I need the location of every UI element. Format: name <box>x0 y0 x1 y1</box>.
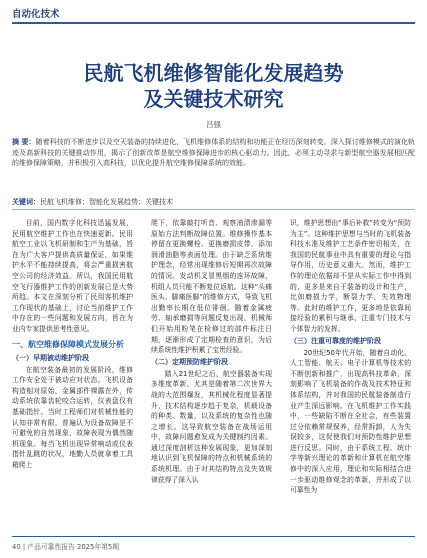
author-name: 吕强 <box>206 120 221 129</box>
subsection-heading-1: （一）早期被动维护阶段 <box>12 353 89 362</box>
article-title-line-2: 及关键技术研究 <box>143 87 284 111</box>
keywords-text: 民航飞机维修；智能化发展趋势；关键技术 <box>40 198 173 206</box>
keywords <box>12 197 415 207</box>
keywords-divider <box>12 209 415 210</box>
subsection-heading-3: （三）注重可靠度的维护阶段 <box>290 336 381 345</box>
body-column-2 <box>151 218 272 528</box>
article-title <box>0 60 427 112</box>
body-paragraph: 踏入21世纪之后，航空器装备实现多维度革新，尤其是随着第二次世界大战的大范围爆发，其机械化程度显著提升，技术结构逐步趋于复杂，机载设备的种类、数量，以及系统的复杂性也随之增长。这导致航空装备在战场运用中，故障问题愈发成为关键制约因素。通过深度剖析这种发展现象，更加深刻地认识到飞机保障的特点和机械系统的系统机理。由于对其结构特点及失效规律获得了深入认 <box>151 369 272 484</box>
abstract <box>12 137 415 196</box>
page-footer: 40 | 产品可靠性报告 2025年第5期 <box>12 543 120 551</box>
body-column-3 <box>290 218 411 528</box>
abstract-label: 摘 要： <box>12 138 36 146</box>
section-tag: 自动化技术 <box>12 9 60 20</box>
page-number: 40 <box>12 543 21 551</box>
body-paragraph: 在航空装备最初的发展阶段，维修工作安全处于被动应对状态。飞机设备构造相对原始，金属部件裸露在外，传动系统依靠齿轮咬合运转，仪表盘仅有基础指针。当时工程师们对机械性能的认知非常有限，普遍认为设备故障是不可避免的自然现象，故障表现为偶然随机现象。每当飞机出现异常响动或仪表指针乱跳的状况，地勤人员就拿着工具箱爬上 <box>12 365 133 469</box>
top-divider <box>12 22 415 24</box>
footer-divider <box>12 536 415 537</box>
body-paragraph: 20世纪50年代开始，随着自动化、人工智能、航天、电子计算机等技术的不断创新和推广，出现高科技革命，深刻影响了飞机装备的作战及技术特征和体系结构，并对我国的民航装备制造行业产生深远影响。在飞机维护工作实践中，一些缺陷不断在全社会，有些装置过分依赖常规保养，经常拆卸，人为失误较多，这促使我们对预防性维护思想进行反思。同时，由于系统工程、统计学等新兴理论的革新和计算机在航空维修中的深入应用，理论和实际相结合进一步驱动维修观念的革新，并形成了以可靠性为 <box>290 348 411 495</box>
subsection-heading-2: （二）定期预防维护阶段 <box>151 357 228 366</box>
keywords-label: 关键词： <box>12 198 40 206</box>
body-paragraph: 识，维护思想由“事后补救”转变为“预防为主”。这种维护思想与当时的飞机装备科技水准及维护工艺条件密切相关，在我国的民航事业中具有重要的理论与指导作用，历史意义重大。然而，维护工作的理论依据却不是从实际工作中得到的，更多是来自于装备的设计和生产，比如磨损力学，断裂力学，失效物理等。此时的维护工作，更多地是依靠间接经验的累积与继承，注重专门技术与个体智力的发挥。 <box>290 219 411 333</box>
publication-name: 产品可靠性报告 2025年第5期 <box>27 543 120 551</box>
abstract-text: 随着科技的不断进步以及空天装备的持续进化，飞机维修体系的结构和功能正在经历深刻转变。深入探讨维修模式的演化轨迹及高新科技的关键推动作用，揭示了创新改革是航空维修保障进步的核心驱动力。因此，必须主动寻求与新型航空器发展相匹配的维修保障策略，并积极引入高科技，以优化提升航空维修保障系统的效能。 <box>12 138 415 167</box>
article-title-line-1: 民航飞机维修智能化发展趋势 <box>83 61 344 85</box>
section-heading-1: 一、航空维修保障模式发展分析 <box>12 339 124 349</box>
body-paragraph: 爬下，依靠敲打听音、观察油渍渗漏等原始方法判断故障位置。维修操作基本停留在更换螺栓、更换磨损皮带、添加润滑油脂等表面处理。由于缺乏系统维护理念，经常出现维修后短期再次故障的情况。发动机叉冒黑烟的连环故障，机组人员只能不断复位返航。这种“头痛医头、脚痛医脚”的维修方式，导致飞机出勤率长期在低位徘徊。随着金属疲劳、轴承磨损等问题反复出现，机械师们开始用粉笔在检修过的部件标注日期，逐渐形成了定期检查的意识，为后续系统性维护积累了宝贵经验。 <box>151 219 272 355</box>
body-column-1 <box>12 218 133 528</box>
intro-paragraph: 目前，国内数字化科技迅猛发展，民用航空维护工作也在快速更新。民用航空工业以飞机研制和生产为基础，旨在为广大客户提供高质量保证，如果维护水平不能持续提高，将会严重损害航空公司的经济效益。所以，我国民用航空飞行器维护工作的创新发展已是大势所趋。本文在深刻分析了民用客机维护工作现状的基础上，讨论当前维护工作中存在的一些问题和发展方向，旨在为业内专家提供思考性意见。 <box>12 219 133 333</box>
